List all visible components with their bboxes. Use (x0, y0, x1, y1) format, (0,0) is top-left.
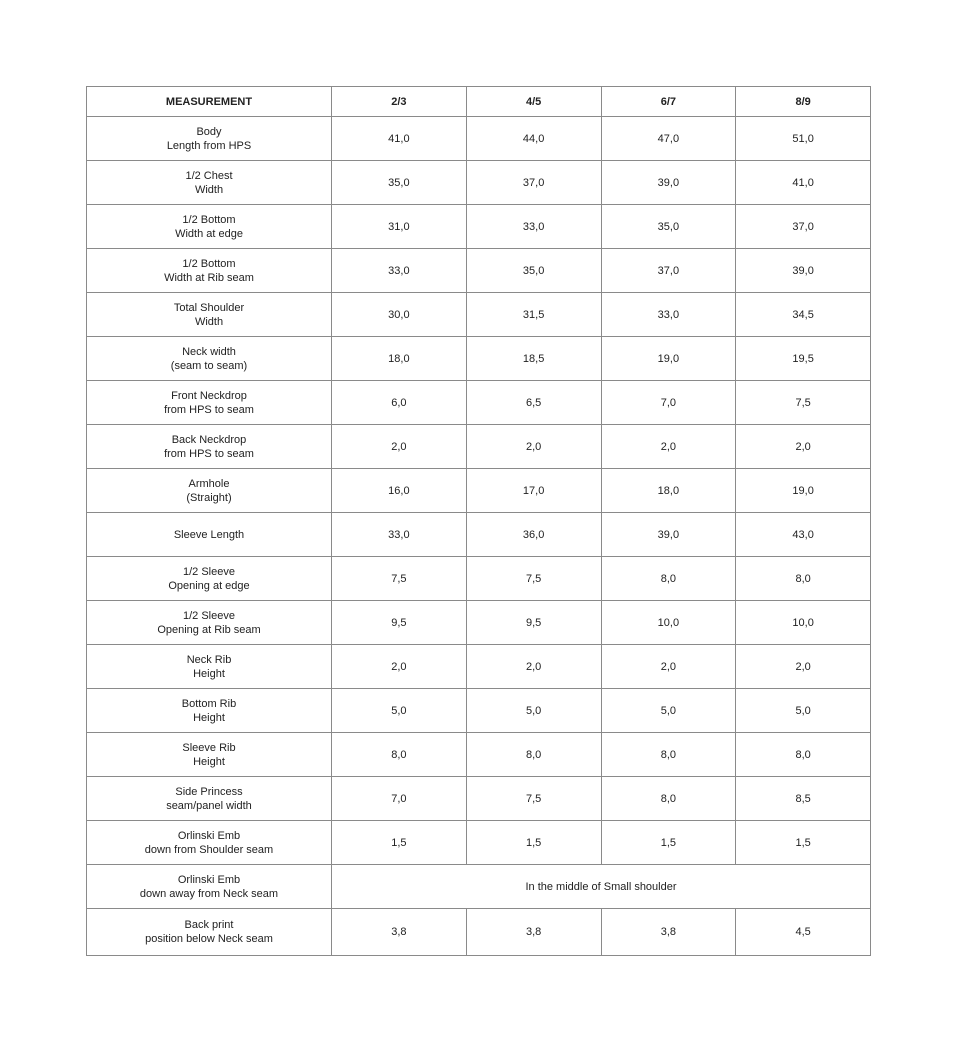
measurement-label-cell (87, 645, 332, 689)
value-cell: 19,0 (601, 337, 736, 381)
measurement-label-line-1: 1/2 Sleeve (183, 565, 235, 578)
table-row (87, 469, 871, 513)
value-cell: 1,5 (601, 821, 736, 865)
header-row (87, 87, 871, 117)
measurement-label-line-2: from HPS to seam (164, 403, 254, 416)
measurement-label-cell (87, 205, 332, 249)
measurement-label-line-2: Width at Rib seam (164, 271, 254, 284)
measurement-label-cell (87, 777, 332, 821)
value-cell: 10,0 (601, 601, 736, 645)
value-cell: 2,0 (601, 645, 736, 689)
value-cell: 8,0 (736, 557, 871, 601)
value-cell: 8,0 (332, 733, 467, 777)
value-cell: 6,0 (332, 381, 467, 425)
measurement-label-line-2: (Straight) (186, 491, 232, 504)
value-cell: 8,0 (466, 733, 601, 777)
value-cell: 7,0 (332, 777, 467, 821)
value-cell: 17,0 (466, 469, 601, 513)
value-cell: 8,0 (601, 777, 736, 821)
table-row (87, 733, 871, 777)
value-cell: 18,0 (601, 469, 736, 513)
measurement-label-line-1: Sleeve Length (173, 528, 245, 541)
header-measurement: MEASUREMENT (87, 87, 332, 117)
table-row (87, 601, 871, 645)
measurement-label-cell (87, 337, 332, 381)
header-size-2-3: 2/3 (332, 87, 467, 117)
measurement-label-cell (87, 821, 332, 865)
value-cell: 39,0 (601, 161, 736, 205)
measurement-label-line-2: Height (193, 755, 225, 768)
value-cell: 30,0 (332, 293, 467, 337)
table-row (87, 777, 871, 821)
value-cell: 31,0 (332, 205, 467, 249)
table-row (87, 117, 871, 161)
value-cell: 3,8 (466, 909, 601, 956)
value-cell: 35,0 (601, 205, 736, 249)
value-cell: 39,0 (601, 513, 736, 557)
value-cell: 41,0 (332, 117, 467, 161)
value-cell: 7,5 (466, 557, 601, 601)
table-row (87, 513, 871, 557)
measurement-label-line-1: Body (196, 125, 222, 138)
table-row (87, 293, 871, 337)
measurement-label-line-1: Total Shoulder (173, 301, 245, 314)
measurement-label-cell (87, 601, 332, 645)
value-cell: 19,0 (736, 469, 871, 513)
value-cell: 16,0 (332, 469, 467, 513)
table-row (87, 821, 871, 865)
value-cell: 19,5 (736, 337, 871, 381)
value-cell: 9,5 (332, 601, 467, 645)
table-row (87, 381, 871, 425)
measurement-label-line-1: 1/2 Chest (185, 169, 233, 182)
measurement-label-cell (87, 469, 332, 513)
value-cell: 35,0 (466, 249, 601, 293)
value-cell: 47,0 (601, 117, 736, 161)
value-cell: 1,5 (466, 821, 601, 865)
measurement-label-line-2: Length from HPS (166, 139, 252, 152)
measurement-label-line-2: Opening at edge (168, 579, 250, 592)
value-cell: 39,0 (736, 249, 871, 293)
value-cell: 7,5 (332, 557, 467, 601)
value-cell: 33,0 (466, 205, 601, 249)
measurement-label-cell (87, 513, 332, 557)
value-cell: 31,5 (466, 293, 601, 337)
measurement-label-line-1: Neck width (182, 345, 236, 358)
value-cell: 44,0 (466, 117, 601, 161)
value-cell: 33,0 (332, 513, 467, 557)
measurement-label-line-1: Orlinski Emb (177, 873, 241, 886)
measurement-label-line-2: Width (194, 183, 224, 196)
table-row (87, 161, 871, 205)
value-cell: 34,5 (736, 293, 871, 337)
value-cell: 3,8 (332, 909, 467, 956)
value-cell: 8,0 (601, 557, 736, 601)
value-cell: 2,0 (332, 425, 467, 469)
value-cell: 51,0 (736, 117, 871, 161)
measurement-label-line-1: 1/2 Bottom (182, 213, 236, 226)
measurement-label-line-2: Height (193, 667, 225, 680)
value-cell: 18,5 (466, 337, 601, 381)
measurement-label-line-2: Width (194, 315, 224, 328)
table-row (87, 205, 871, 249)
table-row (87, 645, 871, 689)
value-cell: 2,0 (466, 645, 601, 689)
value-cell: 5,0 (466, 689, 601, 733)
value-cell: 4,5 (736, 909, 871, 956)
value-cell: 5,0 (332, 689, 467, 733)
table-row (87, 425, 871, 469)
measurement-label-line-1: Front Neckdrop (171, 389, 247, 402)
table-row (87, 337, 871, 381)
value-cell: 7,0 (601, 381, 736, 425)
value-cell: 8,0 (736, 733, 871, 777)
measurement-label-cell (87, 425, 332, 469)
measurement-label-line-2: position below Neck seam (145, 933, 273, 945)
measurement-label-line-1: Armhole (188, 477, 230, 490)
merged-value-cell: In the middle of Small shoulder (332, 865, 871, 909)
value-cell: 33,0 (332, 249, 467, 293)
value-cell: 35,0 (332, 161, 467, 205)
table-row (87, 249, 871, 293)
value-cell: 43,0 (736, 513, 871, 557)
table-row (87, 689, 871, 733)
measurement-label-line-1: 1/2 Bottom (182, 257, 236, 270)
value-cell: 3,8 (601, 909, 736, 956)
measurement-label-cell (87, 293, 332, 337)
value-cell: 41,0 (736, 161, 871, 205)
measurement-label-cell (87, 909, 332, 956)
measurement-label-cell (87, 865, 332, 909)
value-cell: 1,5 (736, 821, 871, 865)
measurement-label-line-1: Orlinski Emb (177, 829, 241, 842)
value-cell: 8,5 (736, 777, 871, 821)
measurement-label-line-2: Opening at Rib seam (157, 623, 261, 636)
measurement-label-cell (87, 557, 332, 601)
measurement-label-line-1: Back Neckdrop (171, 433, 247, 446)
value-cell: 10,0 (736, 601, 871, 645)
measurement-label-line-2: down from Shoulder seam (144, 843, 274, 856)
measurement-label-cell (87, 249, 332, 293)
value-cell: 7,5 (466, 777, 601, 821)
measurement-label-cell (87, 381, 332, 425)
value-cell: 1,5 (332, 821, 467, 865)
measurement-label-line-1: Side Princess (175, 785, 243, 798)
table-row (87, 865, 871, 909)
value-cell: 18,0 (332, 337, 467, 381)
measurement-label-line-1: Back print (184, 919, 234, 931)
measurement-label-line-2: (seam to seam) (170, 359, 248, 372)
header-size-8-9: 8/9 (736, 87, 871, 117)
value-cell: 2,0 (466, 425, 601, 469)
table-row (87, 557, 871, 601)
measurement-label-line-1: Bottom Rib (181, 697, 237, 710)
measurement-label-line-1: Sleeve Rib (182, 741, 236, 754)
size-measurement-table (86, 86, 871, 956)
value-cell: 36,0 (466, 513, 601, 557)
measurement-label-line-1: Neck Rib (186, 653, 232, 666)
measurement-label-cell (87, 117, 332, 161)
measurement-label-line-2: seam/panel width (166, 799, 252, 812)
table-row (87, 909, 871, 956)
value-cell: 2,0 (332, 645, 467, 689)
measurement-label-line-2: down away from Neck seam (139, 887, 279, 900)
value-cell: 8,0 (601, 733, 736, 777)
header-size-4-5: 4/5 (466, 87, 601, 117)
measurement-label-cell (87, 733, 332, 777)
header-size-6-7: 6/7 (601, 87, 736, 117)
value-cell: 2,0 (736, 645, 871, 689)
measurement-label-line-2: Width at edge (175, 227, 243, 240)
measurement-label-line-1: 1/2 Sleeve (183, 609, 235, 622)
value-cell: 37,0 (736, 205, 871, 249)
value-cell: 2,0 (736, 425, 871, 469)
value-cell: 37,0 (466, 161, 601, 205)
value-cell: 37,0 (601, 249, 736, 293)
measurement-label-line-2: Height (193, 711, 225, 724)
value-cell: 7,5 (736, 381, 871, 425)
value-cell: 5,0 (736, 689, 871, 733)
measurement-label-cell (87, 689, 332, 733)
value-cell: 5,0 (601, 689, 736, 733)
measurement-label-line-2: from HPS to seam (164, 447, 254, 460)
value-cell: 33,0 (601, 293, 736, 337)
value-cell: 9,5 (466, 601, 601, 645)
value-cell: 6,5 (466, 381, 601, 425)
measurement-label-cell (87, 161, 332, 205)
value-cell: 2,0 (601, 425, 736, 469)
